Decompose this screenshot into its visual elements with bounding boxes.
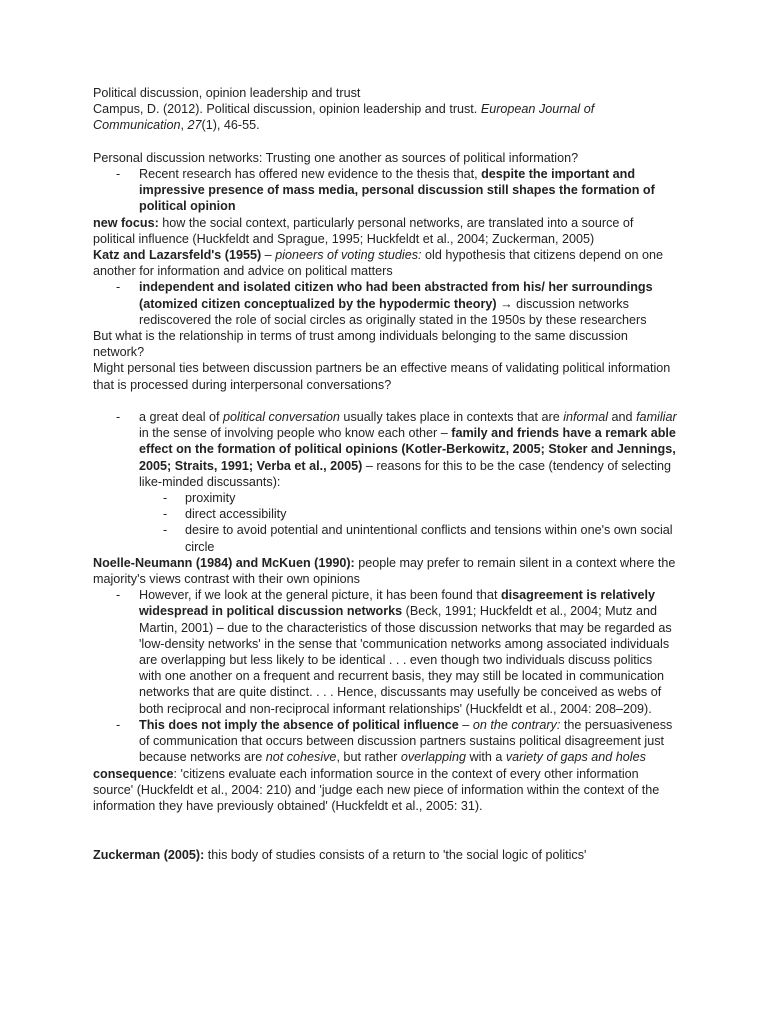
italic-text: familiar (636, 410, 677, 425)
question-validation: Might personal ties between discussion partners be an effective means of validating political information that is processed during interpersonal conversations? (93, 361, 671, 392)
citation-authors: Campus, D. (2012). Political discussion, opinion leadership and trust. (93, 102, 481, 117)
bullet-text: , but rather (336, 750, 401, 765)
zuckerman-text: this body of studies consists of a return to 'the social logic of politics' (204, 847, 587, 862)
bullet-bold-text: family and friends have a remark able effect on the formation of political opinions (Kotler-Berkowitz, 2005; Stoker and Jennings, 2005; Straits, 1991; Verba et al., 2005) (139, 426, 676, 473)
bullet-political-conversation (93, 409, 678, 490)
italic-text: overlapping (400, 750, 466, 765)
sub-bullet-proximity (93, 490, 678, 506)
bullet-text: and (608, 410, 637, 425)
new-focus-paragraph (93, 215, 678, 247)
bullet-text: the persuasiveness of communication that occurs between discussion partners sustains political disagreement just because networks are (139, 717, 673, 765)
document-title: Political discussion, opinion leadership and trust (93, 86, 361, 100)
citation-pages: (1), 46-55. (201, 118, 260, 133)
zuckerman-paragraph (93, 847, 678, 863)
sub-bullet-text: direct accessibility (185, 507, 287, 522)
katz-dash: – (261, 248, 276, 263)
bullet-text: However, if we look at the general picture, it has been found that (139, 588, 501, 603)
bullet-bold-text: This does not imply the absence of political influence (139, 717, 459, 732)
consequence-paragraph (93, 766, 678, 815)
bullet-dash: - (116, 410, 121, 425)
bullet-text: → discussion networks rediscovered the role of social circles as originally stated in the 1950s by these researchers (139, 296, 647, 327)
bullet-influence (93, 717, 678, 766)
bullet-bold-text: independent and isolated citizen who had been abstracted from his/ her surroundings (atomized citizen conceptualized by the hypodermic theory) (139, 280, 653, 311)
citation-comma: , (180, 118, 188, 133)
sub-bullet-avoid-conflict (93, 522, 678, 554)
bullet-text: in the sense of involving people who know each other – (139, 426, 452, 441)
zuckerman-label: Zuckerman (2005): (93, 847, 205, 862)
bullet-text: a great deal of (139, 410, 224, 425)
bullet-text: usually takes place in contexts that are (339, 410, 564, 425)
katz-text: old hypothesis that citizens depend on one another for information and advice on political matters (93, 248, 664, 279)
citation-journal: European Journal of Communication (93, 102, 595, 133)
italic-text: political conversation (223, 410, 340, 425)
bullet-text: with a (465, 750, 506, 765)
spacer (93, 393, 678, 409)
section-heading: Personal discussion networks: Trusting one another as sources of political information? (93, 150, 579, 165)
sub-bullet-text: desire to avoid potential and unintentional conflicts and tensions within one's own social circle (185, 523, 673, 554)
citation (93, 101, 678, 133)
italic-text: not cohesive (265, 750, 337, 765)
bullet-text: – (458, 717, 473, 732)
bullet-bold-text: despite the important and impressive presence of mass media, personal discussion still shapes the formation of political opinion (139, 167, 655, 214)
question-trust: But what is the relationship in terms of trust among individuals belonging to the same discussion network? (93, 329, 628, 360)
sub-bullet-text: proximity (185, 491, 236, 506)
consequence-label: consequence (93, 766, 174, 781)
bullet-dash: - (163, 507, 168, 522)
citation-volume: 27 (187, 118, 202, 133)
katz-paragraph (93, 247, 678, 279)
bullet-mass-media (93, 166, 678, 215)
sub-bullet-accessibility (93, 506, 678, 522)
italic-text: on the contrary: (472, 717, 561, 732)
bullet-dash: - (116, 280, 121, 295)
bullet-dash: - (116, 588, 121, 603)
noelle-label: Noelle-Neumann (1984) and McKuen (1990): (93, 555, 355, 570)
bullet-dash: - (116, 167, 121, 181)
noelle-paragraph (93, 555, 678, 587)
italic-text: informal (563, 410, 609, 425)
bullet-isolated-citizen (93, 279, 678, 328)
new-focus-label: new focus: (93, 215, 159, 230)
bullet-text: Recent research has offered new evidence to the thesis that, (139, 167, 482, 181)
spacer (93, 134, 678, 150)
spacer (93, 814, 678, 846)
bullet-dash: - (163, 523, 168, 538)
bullet-dash: - (116, 717, 121, 732)
bullet-text: (Beck, 1991; Huckfeldt et al., 2004; Mutz and Martin, 2001) – due to the characteristics of those discussion networks that may be regarded as 'low-density networks' in the sense that 'communication networks among associated individuals are overlapping but less likely to be identical . . . even though two individuals discuss politics with one another on a frequent and recurrent basis, they may still be located in communication networks that are quite distinct. . . . Hence, discussants may usefully be conceived as webs of both reciprocal and non-reciprocal informant relationships' (Huckfeldt et al., 2004: 208–209). (139, 604, 672, 716)
bullet-disagreement (93, 587, 678, 717)
italic-text: variety of gaps and holes (505, 750, 646, 765)
bullet-bold-text: disagreement is relatively widespread in political discussion networks (139, 588, 655, 619)
katz-label: Katz and Lazarsfeld's (1955) (93, 248, 262, 263)
katz-italic: pioneers of voting studies: (275, 248, 422, 263)
consequence-text: : 'citizens evaluate each information source in the context of every other information source' (Huckfeldt et al., 2004: 210) and 'judge each new piece of information within the context of the information they have previously obtained' (Huckfeldt et al., 2005: 31). (93, 766, 660, 813)
bullet-dash: - (163, 491, 168, 506)
bullet-text: – reasons for this to be the case (tendency of selecting like-minded discussants): (139, 458, 672, 489)
new-focus-text: how the social context, particularly personal networks, are translated into a source of political influence (Huckfeldt and Sprague, 1995; Huckfeldt et al., 2004; Zuckerman, 2005) (93, 215, 634, 246)
document-page (93, 85, 678, 863)
noelle-text: people may prefer to remain silent in a context where the majority's views contrast with their own opinions (93, 555, 676, 587)
